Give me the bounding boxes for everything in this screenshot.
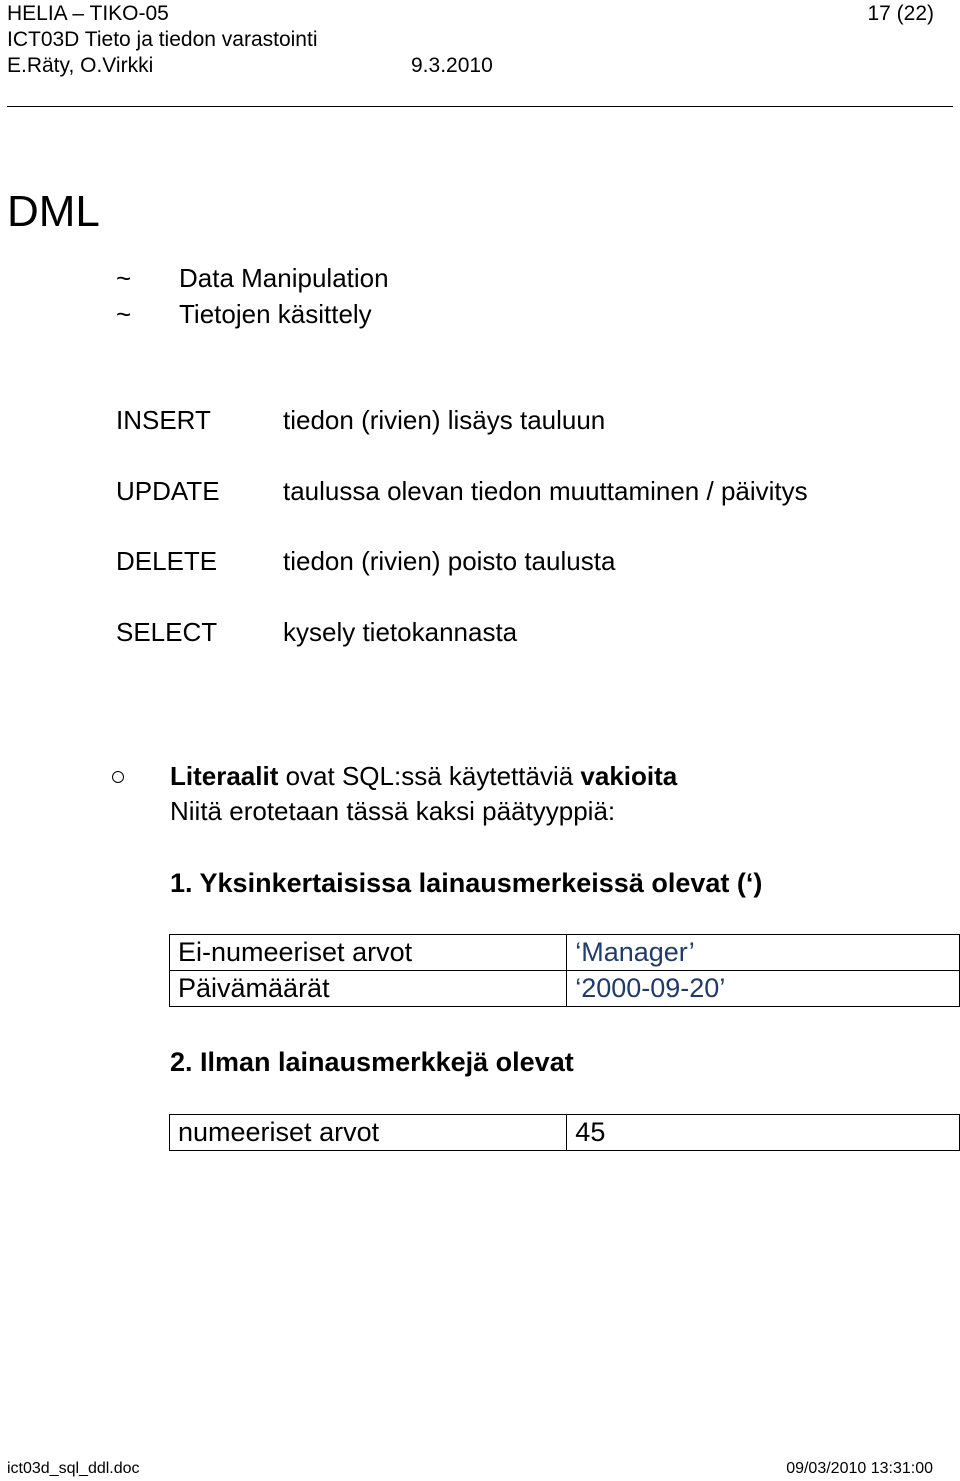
header-divider: [7, 106, 953, 107]
header-page-number: 17 (22): [867, 2, 934, 25]
footer-timestamp: 09/03/2010 13:31:00: [786, 1460, 933, 1477]
command-name-delete: DELETE: [116, 546, 218, 576]
table-cell-label: Ei-numeeriset arvot: [170, 935, 567, 971]
table-cell-example: ‘2000-09-20’: [567, 971, 960, 1007]
tilde-item-data-manipulation: Data Manipulation: [179, 263, 389, 293]
literals-constants-term: vakioita: [580, 761, 678, 791]
quoted-literals-table: [169, 934, 960, 1007]
footer-filename: ict03d_sql_ddl.doc: [7, 1460, 140, 1477]
type2-heading: 2. Ilman lainausmerkkejä olevat: [170, 1047, 574, 1077]
literals-subtitle: Niitä erotetaan tässä kaksi päätyyppiä:: [170, 796, 616, 826]
command-desc-insert: tiedon (rivien) lisäys tauluun: [283, 405, 606, 435]
tilde-mark: ~: [116, 263, 132, 293]
command-desc-select: kysely tietokannasta: [283, 617, 518, 647]
page-title: DML: [7, 187, 100, 236]
command-name-select: SELECT: [116, 617, 218, 647]
header-org: HELIA – TIKO-05: [7, 2, 169, 25]
table-row: [170, 1115, 960, 1151]
table-cell-label: numeeriset arvot: [170, 1115, 567, 1151]
header-date: 9.3.2010: [411, 54, 493, 77]
unquoted-literals-table: [169, 1114, 960, 1151]
bullet-icon: [112, 771, 124, 783]
command-name-insert: INSERT: [116, 405, 211, 435]
type1-heading: 1. Yksinkertaisissa lainausmerkeissä olevat (‘): [170, 868, 763, 898]
header-course: ICT03D Tieto ja tiedon varastointi: [7, 28, 318, 51]
table-cell-example: ‘Manager’: [567, 935, 960, 971]
literals-term: Literaalit: [170, 761, 279, 791]
header-authors: E.Räty, O.Virkki: [7, 54, 154, 77]
table-row: [170, 935, 960, 971]
tilde-mark: ~: [116, 299, 132, 329]
literals-intro: [170, 760, 677, 792]
table-row: [170, 971, 960, 1007]
table-cell-label: Päivämäärät: [170, 971, 567, 1007]
command-desc-delete: tiedon (rivien) poisto taulusta: [283, 546, 616, 576]
table-cell-example: 45: [567, 1115, 960, 1151]
tilde-item-tietojen-kasittely: Tietojen käsittely: [179, 299, 372, 329]
command-name-update: UPDATE: [116, 476, 220, 506]
command-desc-update: taulussa olevan tiedon muuttaminen / päivitys: [283, 476, 808, 506]
literals-intro-mid: ovat SQL:ssä käytettäviä: [278, 761, 581, 791]
